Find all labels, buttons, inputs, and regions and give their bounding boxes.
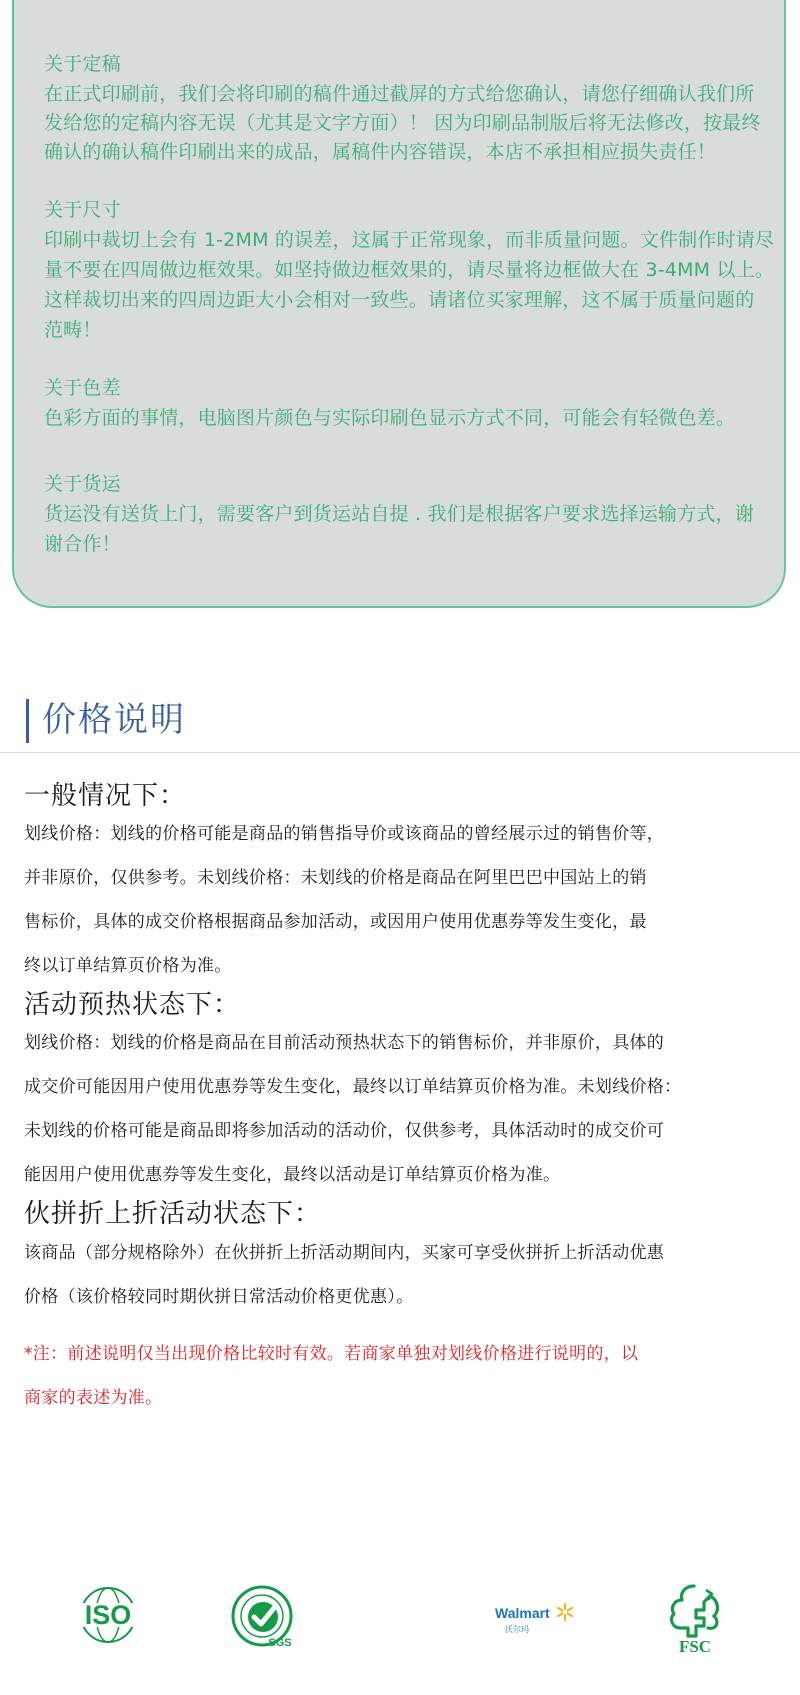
notice-heading-size: 关于尺寸 [44, 199, 121, 221]
notice-line: 在正式印刷前，我们会将印刷的稿件通过截屏的方式给您确认，请您仔细确认我们所 [44, 83, 755, 105]
notice-line: 谢合作！ [44, 533, 121, 555]
section-title-accent-bar [26, 699, 29, 743]
price-text-line: 该商品（部分规格除外）在伙拼折上折活动期间内，买家可享受伙拼折上折活动优惠 [24, 1243, 665, 1263]
section-divider [0, 752, 800, 753]
notice-heading-color-difference: 关于色差 [44, 377, 121, 399]
price-text-line: 终以订单结算页价格为准。 [24, 956, 232, 976]
price-text-line: 成交价可能因用户使用优惠券等发生变化，最终以订单结算页价格为准。未划线价格： [24, 1077, 682, 1097]
price-text-line: 售标价，具体的成交价格根据商品参加活动，或因用户使用优惠券等发生变化，最 [24, 912, 647, 932]
price-text-line: 并非原价，仅供参考。未划线价格：未划线的价格是商品在阿里巴巴中国站上的销 [24, 868, 647, 888]
price-heading-group-discount: 伙拼折上折活动状态下： [24, 1199, 322, 1229]
notice-line: 这样裁切出来的四周边距大小会相对一致些。请诸位买家理解，这不属于质量问题的 [44, 289, 755, 311]
walmart-logo [493, 1600, 575, 1636]
walmart-logo-text: Walmart [495, 1605, 550, 1621]
fsc-logo [666, 1582, 724, 1654]
notice-line: 色彩方面的事情，电脑图片颜色与实际印刷色显示方式不同，可能会有轻微色差。 [44, 407, 736, 429]
notice-heading-final-draft: 关于定稿 [44, 53, 121, 75]
notice-line: 范畴！ [44, 319, 102, 341]
notice-line: 量不要在四周做边框效果。如坚持做边框效果的，请尽量将边框做大在 3-4MM 以上。 [44, 259, 775, 281]
iso-logo [72, 1585, 144, 1645]
price-text-line: 能因用户使用优惠券等发生变化，最终以活动是订单结算页价格为准。 [24, 1165, 561, 1185]
price-text-line: 价格（该价格较同时期伙拼日常活动价格更优惠）。 [24, 1287, 414, 1307]
notice-line: 确认的确认稿件印刷出来的成品，属稿件内容错误，本店不承担相应损失责任！ [44, 141, 717, 163]
notice-heading-shipping: 关于货运 [44, 473, 121, 495]
notice-panel [12, 0, 786, 608]
sgs-certification-logo [230, 1584, 298, 1650]
iso-logo-text: ISO [84, 1600, 132, 1630]
price-note-line: *注：前述说明仅当出现价格比较时有效。若商家单独对划线价格进行说明的，以 [24, 1344, 639, 1364]
price-section-title: 价格说明 [42, 700, 186, 740]
price-text-line: 未划线的价格可能是商品即将参加活动的活动价，仅供参考，具体活动时的成交价可 [24, 1121, 665, 1141]
notice-line: 发给您的定稿内容无误（尤其是文字方面）！ 因为印刷品制版后将无法修改，按最终 [44, 112, 761, 134]
fsc-logo-text: FSC [678, 1637, 712, 1654]
price-heading-preheat: 活动预热状态下： [24, 990, 241, 1020]
price-text-line: 划线价格：划线的价格是商品在目前活动预热状态下的销售标价，并非原价，具体的 [24, 1033, 665, 1053]
notice-line: 货运没有送货上门，需要客户到货运站自提 . 我们是根据客户要求选择运输方式，谢 [44, 503, 754, 525]
sgs-logo-text: SGS [268, 1637, 292, 1649]
price-note-line: 商家的表述为准。 [24, 1388, 163, 1408]
walmart-logo-chinese: 沃尔玛 [505, 1625, 529, 1634]
notice-line: 印刷中裁切上会有 1-2MM 的误差，这属于正常现象，而非质量问题。文件制作时请尽 [44, 229, 775, 251]
price-heading-general: 一般情况下： [24, 781, 187, 811]
price-text-line: 划线价格：划线的价格可能是商品的销售指导价或该商品的曾经展示过的销售价等， [24, 824, 665, 844]
